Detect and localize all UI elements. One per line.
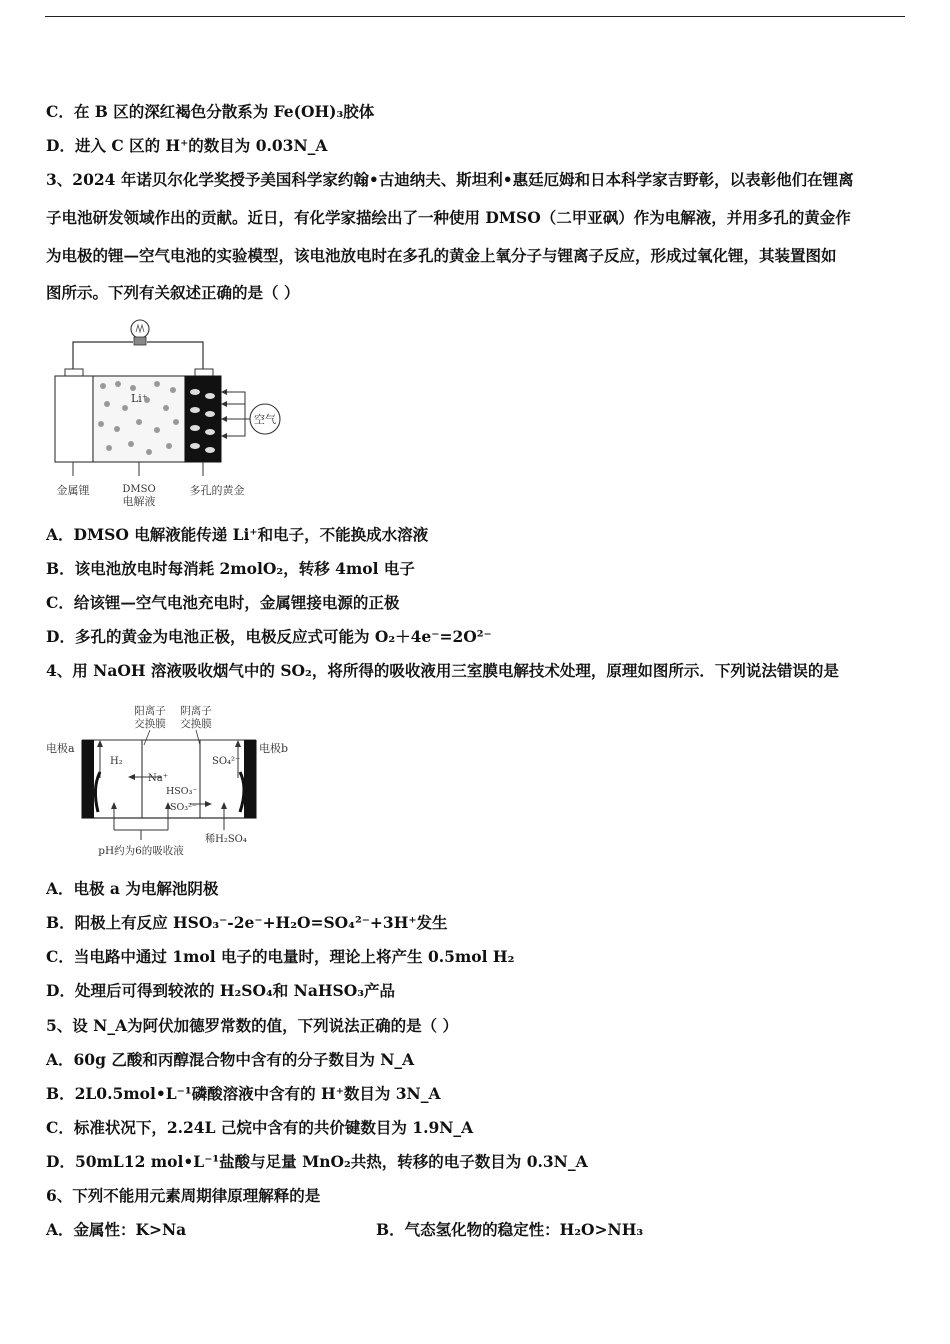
porous-gold-label: 多孔的黄金 — [189, 484, 245, 497]
dmso-label: DMSO — [122, 484, 156, 495]
q6-option-b: B．气态氢化物的稳定性：H₂O>NH₃ — [376, 1220, 644, 1239]
na-label: Na⁺ — [148, 773, 168, 784]
q4-option-a: A．电极 a 为电解池阴极 — [46, 879, 219, 898]
air-label: 空气 — [254, 413, 276, 426]
q2-option-d: D．进入 C 区的 H⁺的数目为 0.03N_A — [46, 136, 328, 155]
q4-option-c: C．当电路中通过 1mol 电子的电量时，理论上将产生 0.5mol H₂ — [46, 947, 515, 966]
q6-stem: 6、下列不能用元素周期律原理解释的是 — [46, 1186, 321, 1205]
q6-option-a: A．金属性：K>Na — [46, 1220, 187, 1239]
q4-option-b: B．阳极上有反应 HSO₃⁻-2e⁻+H₂O=SO₄²⁻+3H⁺发生 — [46, 913, 448, 932]
membrane-electrolysis-diagram — [44, 700, 304, 860]
electrode-a — [82, 740, 94, 818]
q5-option-a: A．60g 乙酸和丙醇混合物中含有的分子数目为 N_A — [46, 1050, 415, 1069]
q3-option-d: D．多孔的黄金为电池正极，电极反应式可能为 O₂＋4e⁻=2O²⁻ — [46, 627, 492, 646]
so4-label: SO₄²⁻ — [212, 756, 241, 767]
dilute-h2so4-label: 稀H₂SO₄ — [205, 834, 247, 845]
q5-option-c: C．标准状况下，2.24L 己烷中含有的共价键数目为 1.9N_A — [46, 1118, 474, 1137]
q3-option-a: A．DMSO 电解液能传递 Li⁺和电子，不能换成水溶液 — [46, 525, 429, 544]
li-air-battery-diagram — [45, 312, 295, 517]
q2-option-c: C．在 B 区的深红褐色分散系为 Fe(OH)₃胶体 — [46, 102, 375, 121]
light-bulb-icon — [131, 320, 149, 345]
li-ion-label: Li⁺ — [131, 392, 148, 405]
q5-option-d: D．50mL12 mol•L⁻¹盐酸与足量 MnO₂共热，转移的电子数目为 0.3N_A — [46, 1152, 588, 1171]
q4-option-d: D．处理后可得到较浓的 H₂SO₄和 NaHSO₃产品 — [46, 981, 395, 1000]
electrode-a-label: 电极a — [46, 742, 75, 755]
q3-stem-line-4: 图所示。下列有关叙述正确的是（ ） — [46, 283, 300, 302]
electrolyte-label: 电解液 — [122, 495, 156, 508]
q3-stem-line-2: 子电池研发领域作出的贡献。近日，有化学家描绘出了一种使用 DMSO（二甲亚砜）作为电解液，并用多孔的黄金作 — [46, 208, 851, 227]
q3-stem-line-1: 3、2024 年诺贝尔化学奖授予美国科学家约翰•古迪纳夫、斯坦利•惠廷厄姆和日本科学家吉野彰，以表彰他们在锂离 — [46, 170, 854, 189]
anion-membrane-label-2: 交换膜 — [180, 718, 212, 730]
top-rule — [45, 16, 905, 17]
q5-option-b: B．2L0.5mol•L⁻¹磷酸溶液中含有的 H⁺数目为 3N_A — [46, 1084, 441, 1103]
q3-stem-line-3: 为电极的锂—空气电池的实验模型，该电池放电时在多孔的黄金上氧分子与锂离子反应，形成过氧化锂，其装置图如 — [46, 246, 837, 265]
q5-stem: 5、设 N_A为阿伏加德罗常数的值，下列说法正确的是（ ） — [46, 1016, 459, 1035]
cation-membrane-label: 阳离子 — [134, 705, 166, 717]
h2-label: H₂ — [110, 756, 123, 767]
hso3-label: HSO₃⁻ — [166, 786, 198, 797]
so3-label: SO₃²⁻ — [170, 802, 197, 813]
anion-membrane-label: 阴离子 — [180, 705, 212, 717]
q3-option-b: B．该电池放电时每消耗 2molO₂，转移 4mol 电子 — [46, 559, 415, 578]
absorption-liquid-label: pH约为6的吸收液 — [98, 845, 184, 857]
electrode-b — [244, 740, 256, 818]
cation-membrane-label-2: 交换膜 — [134, 718, 166, 730]
q4-stem: 4、用 NaOH 溶液吸收烟气中的 SO₂，将所得的吸收液用三室膜电解技术处理，原理如图所示．下列说法错误的是 — [46, 661, 839, 680]
electrode-b-label: 电极b — [259, 742, 289, 755]
lithium-metal-label: 金属锂 — [56, 484, 90, 497]
q3-option-c: C．给该锂—空气电池充电时，金属锂接电源的正极 — [46, 593, 400, 612]
